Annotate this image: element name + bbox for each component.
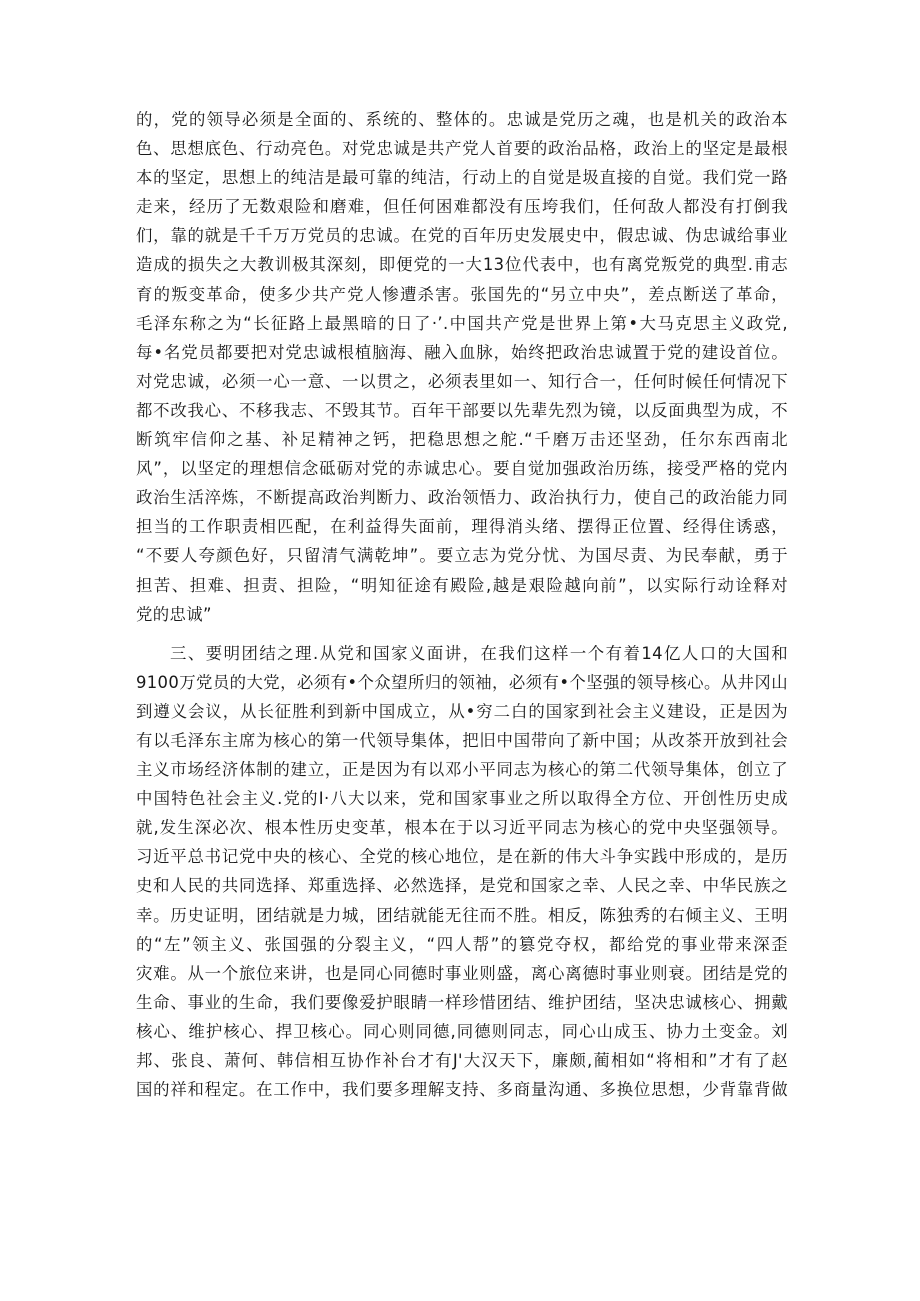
paragraph-line: 主义市场经济体制的建立，正是因为有以邓小平同志为核心的第二代领导集体，创立了 [136, 760, 788, 780]
paragraph-line: 三、要明团结之理.从党和国家义面讲，在我们这样一个有着14亿人口的大国和 [170, 643, 788, 663]
paragraph-line: 担当的工作职责相匹配，在利益得失面前，理得消头绪、摆得正位置、经得住诱惑， [136, 517, 788, 537]
paragraph-line: 本的坚定，思想上的纯洁是最可靠的纯洁，行动上的自觉是圾直接的自觉。我们党一路 [136, 168, 788, 188]
paragraph-line: 造成的损失之大教训极其深刻，即便党的一大13位代表中，也有离党叛党的典型.甫志 [136, 255, 788, 275]
paragraph-line: 育的叛变革命，使多少共产党人惨遭杀害。张国先的“另立中央”，差点断送了革命， [136, 284, 788, 304]
paragraph-line: 走来，经历了无数艰险和磨难，但任何困难都没有压垮我们，任何敌人都没有打倒我 [136, 197, 788, 217]
paragraph-line: 国的祥和程定。在工作中，我们要多理解支持、多商量沟通、多换位思想，少背靠背做 [136, 1080, 788, 1100]
paragraph-line: 幸。历史证明，团结就是力城，团结就能无往而不胜。相反，陈独秀的右倾主义、王明 [136, 905, 788, 925]
paragraph-line: 色、思想底色、行动亮色。对党忠诚是共产党人首要的政治品格，政治上的坚定是最根 [136, 139, 788, 159]
paragraph-line: 邦、张良、萧何、韩信相互协作补台才有J'大汉天下，廉颇,蔺相如“将相和”才有了赵 [136, 1051, 788, 1070]
paragraph-line: 灾难。从一个旅位来讲，也是同心同德时事业则盛，离心离德时事业则衰。团结是党的 [136, 963, 788, 983]
paragraph-line: 党的忠诚” [136, 604, 212, 624]
paragraph-line: 到遵义会议，从长征胜利到新中国成立，从•穷二白的国家到社会主义建设，正是因为 [136, 701, 788, 721]
paragraph-2 [136, 639, 788, 1105]
paragraph-line: 9100万党员的大党，必须有•个众望所归的领袖，必须有•个坚强的领导核心。从井冈山 [136, 672, 788, 692]
paragraph-line: 毛泽东称之为“长征路上最黑暗的日了·’.中国共产党是世界上第•大马克思主义政党, [136, 313, 788, 333]
paragraph-line: 担苦、担难、担责、担险，“明知征途有殿险,越是艰险越向前”，以实际行动诠释对 [136, 575, 788, 595]
paragraph-line: 都不改我心、不移我志、不毁其节。百年干部要以先辈先烈为镜，以反面典型为成，不 [136, 400, 788, 420]
paragraph-spacer [136, 629, 788, 639]
paragraph-line: 中国特色社会主义.党的I·八大以来，党和国家事业之所以取得全方位、开创性历史成 [136, 789, 788, 809]
paragraph-line: 对党忠诚，必须一心一意、一以贯之，必须表里如一、知行合一，任何时候任何情况下 [136, 371, 788, 391]
document-body [136, 105, 788, 1104]
paragraph-line: 政治生活淬炼，不断提高政治判断力、政治领悟力、政治执行力，使自己的政治能力同 [136, 488, 788, 508]
paragraph-line: “不要人夸颜色好，只留清气满乾坤”。要立志为党分忧、为国尽责、为民奉献，勇于 [136, 546, 788, 566]
paragraph-line: 史和人民的共同选择、郑重选择、必然选择，是党和国家之幸、人民之幸、中华民族之 [136, 876, 788, 896]
paragraph-line: 核心、维护核心、捍卫核心。同心则同德,同德则同志，同心山成玉、协力土变金。刘 [136, 1021, 788, 1041]
paragraph-line: 生命、事业的生命，我们要像爱护眼睛一样珍惜团结、维护团结，坚决忠诚核心、拥戴 [136, 992, 788, 1012]
paragraph-line: 断筑牢信仰之基、补足精神之钙，把稳思想之舵.“千磨万击还坚劲，任尔东西南北 [136, 430, 788, 450]
paragraph-line: 每•名党员都要把对党忠诚根植脑海、融入血脉，始终把政治忠诚置于党的建设首位。 [136, 342, 788, 362]
paragraph-line: 有以毛泽东主席为核心的第一代领导集体，把旧中国带向了新中国；从改茶开放到社会 [136, 730, 788, 750]
paragraph-line: 的，党的领导必须是全面的、系统的、整体的。忠诚是党历之魂，也是机关的政治本 [136, 110, 788, 129]
paragraph-line: 风”，以坚定的理想信念砥砺对党的赤诚忠心。要自觉加强政治历练，接受严格的党内 [136, 459, 788, 479]
paragraph-line: 习近平总书记党中央的核心、全党的核心地位，是在新的伟大斗争实践中形成的，是历 [136, 847, 788, 867]
paragraph-1 [136, 105, 788, 629]
paragraph-line: 就,发生深必次、根本性历史变革，根本在于以习近平同志为核心的党中央坚强领导。 [136, 818, 788, 838]
paragraph-line: 的“左”领主义、张国强的分裂主义，“四人帮”的篡党夺权，都给党的事业带来深歪 [136, 934, 788, 954]
paragraph-line: 们，靠的就是千千万万党员的忠诚。在党的百年历史发展史中，假忠诚、伪忠诚给事业 [136, 226, 788, 246]
